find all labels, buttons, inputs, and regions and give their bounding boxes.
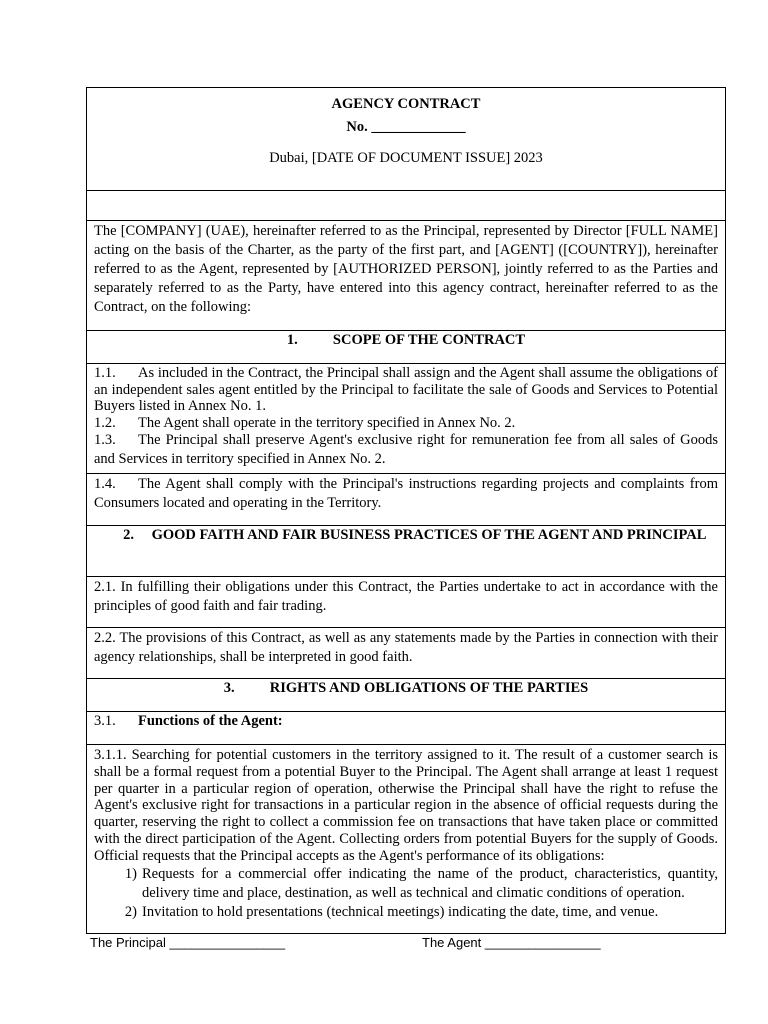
contract-title: AGENCY CONTRACT: [331, 96, 481, 112]
clause-2-2-row: [87, 628, 725, 679]
contract-number: No. _____________: [346, 119, 466, 135]
section-3-heading: [87, 679, 725, 712]
section-title: RIGHTS AND OBLIGATIONS OF THE PARTIES: [269, 680, 589, 696]
list-item: [94, 903, 718, 922]
subsection-title: Functions of the Agent:: [138, 713, 283, 729]
clause-1-4-row: [87, 474, 725, 526]
contract-header: [87, 96, 725, 191]
clause-text: As included in the Contract, the Principal shall assign and the Agent shall assume the obligations of an independent sales agent entitled by the Principal to facilitate the sale of Goods and Services to Potential Buyers listed in Annex No. 1.: [94, 365, 718, 414]
section-1-heading: [87, 331, 725, 364]
clause-number: 1.1.: [94, 365, 116, 381]
list-item: [94, 865, 718, 903]
section-title: GOOD FAITH AND FAIR BUSINESS PRACTICES OF THE AGENT AND PRINCIPAL: [151, 527, 707, 543]
clause-number: 1.2.: [94, 414, 116, 431]
clause-number: 1.3.: [94, 432, 116, 448]
list-number: 1): [124, 865, 137, 882]
clause-1-1: [94, 365, 718, 415]
clause-number: 1.4.: [94, 476, 116, 492]
clause-3-1-1-row: [87, 745, 725, 933]
clause-text: The Agent shall comply with the Principal's instructions regarding projects and complaints from Consumers located and operating in the Territory.: [94, 476, 718, 511]
list-text: Invitation to hold presentations (technical meetings) indicating the date, time, and venue.: [142, 903, 659, 920]
list-number: 2): [124, 903, 137, 920]
clause-3-1-1: 3.1.1. Searching for potential customers in the territory assigned to it. The result of a customer search is shall be a formal request from a potential Buyer to the Principal. The Agent shall arrange at least 1 request per quarter in a particular region of operation, otherwise the Principal shall have the right to refuse the Agent's exclusive right for transactions in a particular region in the absence of official requests during the quarter, reserving the right to collect a commission fee on transactions that have taken place or committed with the direct participation of the Agent. Collecting orders from potential Buyers for the supply of Goods. Official requests that the Principal accepts as the Agent's performance of its obligations:: [94, 747, 718, 864]
intro-paragraph: [87, 221, 725, 331]
clause-1-2: [94, 415, 718, 432]
subsection-number: 3.1.: [94, 713, 116, 729]
clause-text: The Agent shall operate in the territory specified in Annex No. 2.: [138, 414, 516, 431]
section-1-clauses: [87, 364, 725, 474]
subsection-3-1: [87, 712, 725, 745]
clause-1-4: [94, 475, 718, 513]
section-number: 3.: [223, 680, 235, 696]
section-2-heading: [87, 526, 725, 577]
clause-1-3: [94, 431, 718, 469]
clause-2-1: 2.1. In fulfilling their obligations under this Contract, the Parties undertake to act in accordance with the principles of good faith and fair trading.: [94, 579, 718, 614]
list-text: Requests for a commercial offer indicating the name of the product, characteristics, quantity, delivery time and place, destination, as well as technical and climatic conditions of operation.: [142, 865, 718, 901]
section-number: 2.: [123, 527, 134, 543]
contract-document: [86, 87, 726, 934]
empty-row: [87, 191, 725, 221]
place-date: Dubai, [DATE OF DOCUMENT ISSUE] 2023: [269, 150, 543, 166]
request-list: [94, 865, 718, 922]
section-title: SCOPE OF THE CONTRACT: [332, 332, 526, 348]
clause-text: The Principal shall preserve Agent's exclusive right for remuneration fee from all sales of Goods and Services in territory specified in Annex No. 2.: [94, 432, 718, 467]
clause-2-2: 2.2. The provisions of this Contract, as well as any statements made by the Parties in connection with their agency relationships, shall be interpreted in good faith.: [94, 630, 718, 665]
clause-2-1-row: [87, 577, 725, 628]
principal-signature-line: The Principal ________________: [90, 935, 286, 950]
section-number: 1.: [286, 332, 298, 348]
intro-text: The [COMPANY] (UAE), hereinafter referred to as the Principal, represented by Director [FULL NAME] acting on the basis of the Charter, as the party of the first part, and [AGENT] ([COUNTRY]), hereinafter referred to as the Agent, represented by [AUTHORIZED PERSON], jointly referred to as the Parties and separately referred to as the Party, have entered into this agency contract, hereinafter referred to as the Contract, on the following:: [94, 223, 718, 315]
agent-signature-line: The Agent ________________: [422, 935, 601, 950]
